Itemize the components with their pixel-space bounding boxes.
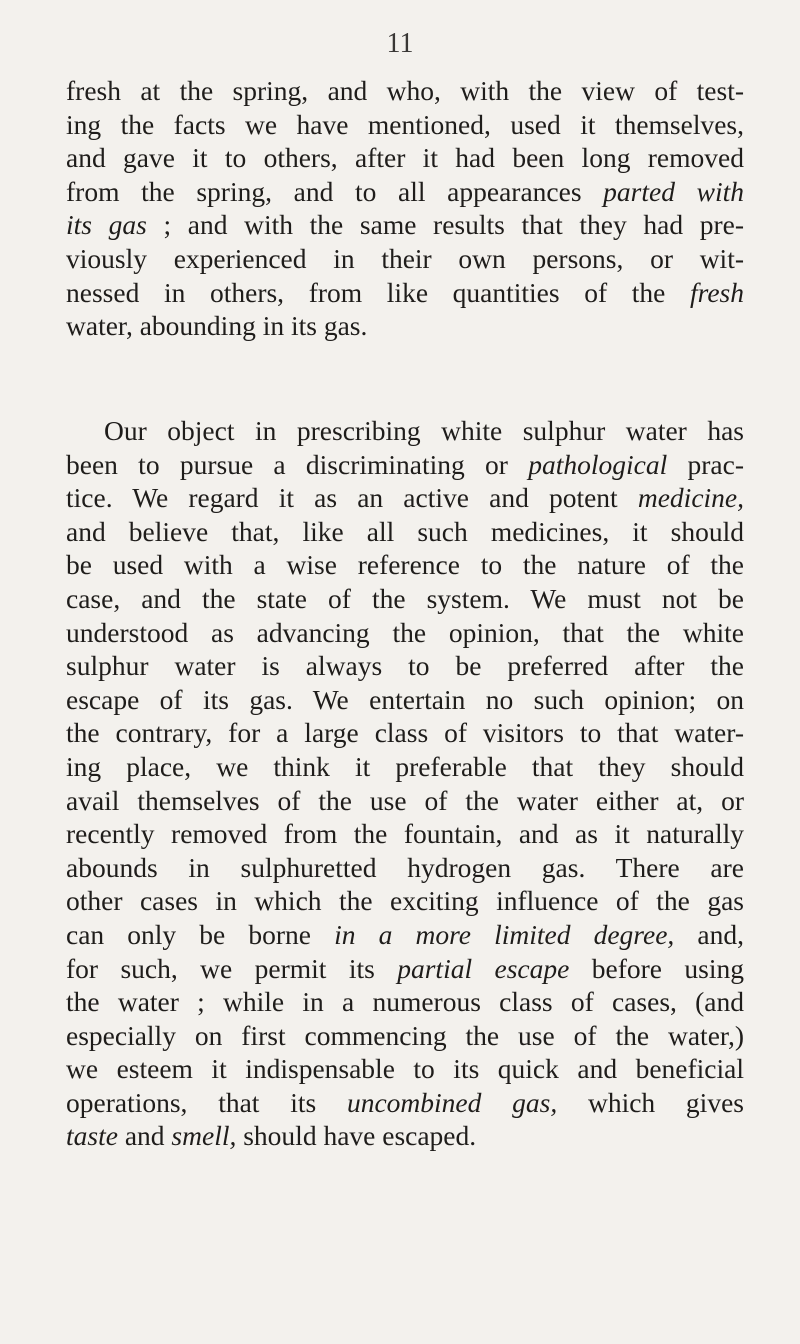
text-line xyxy=(66,1086,744,1120)
text-run: the contrary, for a large class of visitors to that water- xyxy=(66,717,744,749)
text-run: tice. We regard it as an active and potent xyxy=(66,482,638,514)
text-run: ing place, we think it preferable that they should xyxy=(66,750,744,782)
text-line xyxy=(66,1019,744,1053)
italic-text: in a more limited degree, xyxy=(334,918,675,950)
text-run: and believe that, like all such medicines, it should xyxy=(66,515,744,547)
text-line xyxy=(66,175,744,209)
text-line xyxy=(66,1119,744,1153)
italic-text: pathological xyxy=(528,448,668,480)
text-line xyxy=(66,683,744,717)
text-run: fresh at the spring, and who, with the view of test- xyxy=(66,75,744,106)
text-run: should have escaped. xyxy=(236,1120,477,1152)
italic-text: fresh xyxy=(690,276,744,308)
text-line xyxy=(66,918,744,952)
text-run: viously experienced in their own persons, or wit- xyxy=(66,242,744,274)
text-line xyxy=(66,481,744,515)
text-run: for such, we permit its xyxy=(66,952,398,984)
italic-text: partial escape xyxy=(397,952,570,984)
italic-text: parted with xyxy=(603,175,744,207)
text-line xyxy=(66,548,744,582)
text-line xyxy=(66,141,744,175)
text-line xyxy=(66,985,744,1019)
text-run: which gives xyxy=(557,1086,744,1118)
paragraph-1 xyxy=(66,74,744,343)
text-line xyxy=(66,716,744,750)
text-line xyxy=(66,414,744,448)
italic-text: uncombined gas, xyxy=(346,1086,558,1118)
text-run: be used with a wise reference to the nature of the xyxy=(66,549,744,581)
italic-text: taste xyxy=(66,1120,118,1152)
italic-text: medicine, xyxy=(637,482,744,514)
text-run: from the spring, and to all appearances xyxy=(66,175,604,207)
text-run: we esteem it indispensable to its quick and beneficial xyxy=(66,1053,744,1085)
text-line xyxy=(66,108,744,142)
text-line xyxy=(66,582,744,616)
text-run: and xyxy=(117,1120,172,1152)
italic-text: smell, xyxy=(171,1120,237,1152)
text-run: before using xyxy=(569,952,744,984)
text-run: operations, that its xyxy=(66,1086,347,1118)
text-line xyxy=(66,952,744,986)
text-run: avail themselves of the use of the water either at, or xyxy=(66,784,744,816)
text-line xyxy=(66,208,744,242)
text-line xyxy=(66,750,744,784)
text-run: escape of its gas. We entertain no such opinion; on xyxy=(66,683,744,715)
text-run: can only be borne xyxy=(66,918,335,950)
text-line xyxy=(66,616,744,650)
text-run: abounds in sulphuretted hydrogen gas. There are xyxy=(66,851,744,883)
text-line xyxy=(66,817,744,851)
text-line xyxy=(66,649,744,683)
text-run: understood as advancing the opinion, that the white xyxy=(66,616,744,648)
text-run: sulphur water is always to be preferred after the xyxy=(66,650,744,682)
text-run: case, and the state of the system. We must not be xyxy=(66,582,744,614)
text-line xyxy=(66,242,744,276)
text-line xyxy=(66,784,744,818)
text-run: Our object in prescribing white sulphur water has xyxy=(104,415,744,446)
text-line xyxy=(66,448,744,482)
paragraph-2 xyxy=(66,414,744,1153)
text-run: recently removed from the fountain, and as it naturally xyxy=(66,818,744,850)
text-run: ing the facts we have mentioned, used it themselves, xyxy=(66,108,744,140)
text-line xyxy=(66,276,744,310)
text-run: nessed in others, from like quantities of the xyxy=(66,276,691,308)
page-number: 11 xyxy=(386,28,414,59)
text-line xyxy=(66,851,744,885)
italic-text: its gas xyxy=(66,209,147,241)
text-run: prac- xyxy=(667,448,744,480)
text-line xyxy=(66,515,744,549)
text-line xyxy=(66,884,744,918)
text-run: ; and with the same results that they had pre- xyxy=(146,209,745,241)
text-run: other cases in which the exciting influence of the gas xyxy=(66,885,744,917)
text-run: especially on first commencing the use of the water,) xyxy=(66,1019,744,1051)
text-run: the water ; while in a numerous class of cases, (and xyxy=(66,986,744,1018)
text-run: been to pursue a discriminating or xyxy=(66,448,529,480)
text-run: water, abounding in its gas. xyxy=(66,310,368,342)
text-line xyxy=(66,1052,744,1086)
text-run: and, xyxy=(674,918,744,950)
text-run: and gave it to others, after it had been long removed xyxy=(66,142,744,174)
text-line xyxy=(66,309,744,343)
text-line xyxy=(66,74,744,108)
